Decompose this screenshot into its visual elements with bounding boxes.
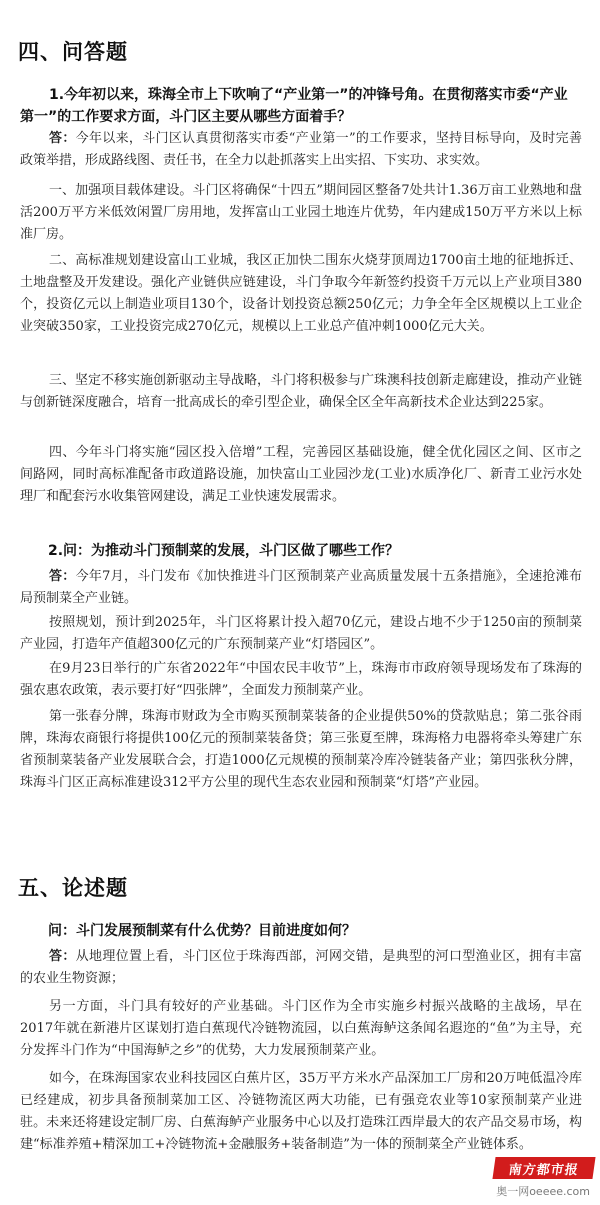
answer-1-intro-text: 今年以来，斗门区认真贯彻落实市委“产业第一”的工作要求，坚持目标导向，及时完善政策举措，形成路线图、责任书，在全力以赴抓落实上出实招、下实功、求实效。	[20, 131, 582, 168]
question-2: 2.问：为推动斗门预制菜的发展，斗门区做了哪些工作？	[48, 543, 400, 559]
essay-answer-intro-text: 从地理位置上看，斗门区位于珠海西部，河网交错，是典型的河口型渔业区，拥有丰富的农业生物资源；	[20, 949, 582, 986]
answer-2-para-3: 第一张春分牌，珠海市财政为全市购买预制菜装备的企业提供50%的贷款贴息；第二张谷雨牌，珠海农商银行将提供100亿元的预制菜装备贷；第三张夏至牌，珠海格力电器将牵头筹建广东省预制菜装备产业发展联合会，打造1000亿元规模的预制菜冷库冷链装备产业；第四张秋分牌，珠海斗门区正高标准建设312平方公里的现代生态农业园和预制菜“灯塔”产业园。	[20, 709, 582, 790]
answer-1-intro	[20, 128, 582, 172]
newspaper-logo: 南方都市报	[492, 1157, 595, 1179]
answer-label: 答：	[49, 569, 76, 584]
site-watermark: 奥一网oeeee.com	[496, 1185, 590, 1198]
section-4-title: 四、问答题	[18, 40, 128, 64]
answer-label: 答：	[49, 131, 76, 146]
section-5-title: 五、论述题	[18, 876, 128, 900]
answer-1-point-2: 二、高标准规划建设富山工业城，我区正加快二围东火烧芽顶周边1700亩土地的征地拆迁、土地盘整及开发建设。强化产业链供应链建设，斗门争取今年新签约投资千万元以上产业项目380个，投资亿元以上制造业项目130个，设备计划投资总额250亿元；力争全年全区规模以上工业企业突破350家，工业投资完成270亿元，规模以上工业总产值冲刺1000亿元大关。	[20, 253, 582, 334]
answer-2-para-1: 按照规划，预计到2025年，斗门区将累计投入超70亿元，建设占地不少于1250亩的预制菜产业园，打造年产值超300亿元的广东预制菜产业“灯塔园区”。	[20, 615, 582, 652]
answer-label: 答：	[49, 949, 76, 964]
answer-1-point-4: 四、今年斗门将实施“园区投入倍增”工程，完善园区基础设施，健全优化园区之间、区市之间路网，同时高标准配备市政道路设施，加快富山工业园沙龙(工业)水质净化厂、新青工业污水处理厂和配套污水收集管网建设，满足工业快速发展需求。	[20, 445, 582, 504]
answer-2-para-2: 在9月23日举行的广东省2022年“中国农民丰收节”上，珠海市市政府领导现场发布了珠海的强农惠农政策，表示要打好“四张牌”，全面发力预制菜产业。	[20, 661, 582, 698]
essay-answer-para-1: 另一方面，斗门具有较好的产业基础。斗门区作为全市实施乡村振兴战略的主战场，早在2017年就在新港片区谋划打造白蕉现代冷链物流园，以白蕉海鲈这条闻名遐迩的“鱼”为主导，充分发挥斗门作为“中国海鲈之乡”的优势，大力发展预制菜产业。	[20, 999, 582, 1058]
answer-2-intro	[20, 566, 582, 610]
essay-question: 问：斗门发展预制菜有什么优势？目前进度如何？	[48, 923, 356, 939]
question-1: 1.今年初以来，珠海全市上下吹响了“产业第一”的冲锋号角。在贯彻落实市委“产业第一”的工作要求方面，斗门区主要从哪些方面着手？	[20, 87, 568, 125]
answer-1-point-1: 一、加强项目载体建设。斗门区将确保“十四五”期间园区整备7处共计1.36万亩工业熟地和盘活200万平方米低效闲置厂房用地，发挥富山工业园土地连片优势，年内建成150万平方米以上标准厂房。	[20, 183, 582, 242]
essay-answer-para-2: 如今，在珠海国家农业科技园区白蕉片区，35万平方米水产品深加工厂房和20万吨低温冷库已经建成，初步具备预制菜加工区、冷链物流区两大功能，已有强竞农业等10家预制菜产业进驻。未来还将建设定制厂房、白蕉海鲈产业服务中心以及打造珠江西岸最大的农产品交易市场，构建“标准养殖+精深加工+冷链物流+金融服务+装备制造”为一体的预制菜全产业链体系。	[20, 1071, 582, 1152]
answer-1-point-3: 三、坚定不移实施创新驱动主导战略，斗门将积极参与广珠澳科技创新走廊建设，推动产业链与创新链深度融合，培育一批高成长的牵引型企业，确保全区全年高新技术企业达到225家。	[20, 373, 583, 410]
answer-2-intro-text: 今年7月，斗门发布《加快推进斗门区预制菜产业高质量发展十五条措施》，全速抢滩布局预制菜全产业链。	[20, 569, 582, 606]
essay-answer-intro	[20, 946, 582, 990]
